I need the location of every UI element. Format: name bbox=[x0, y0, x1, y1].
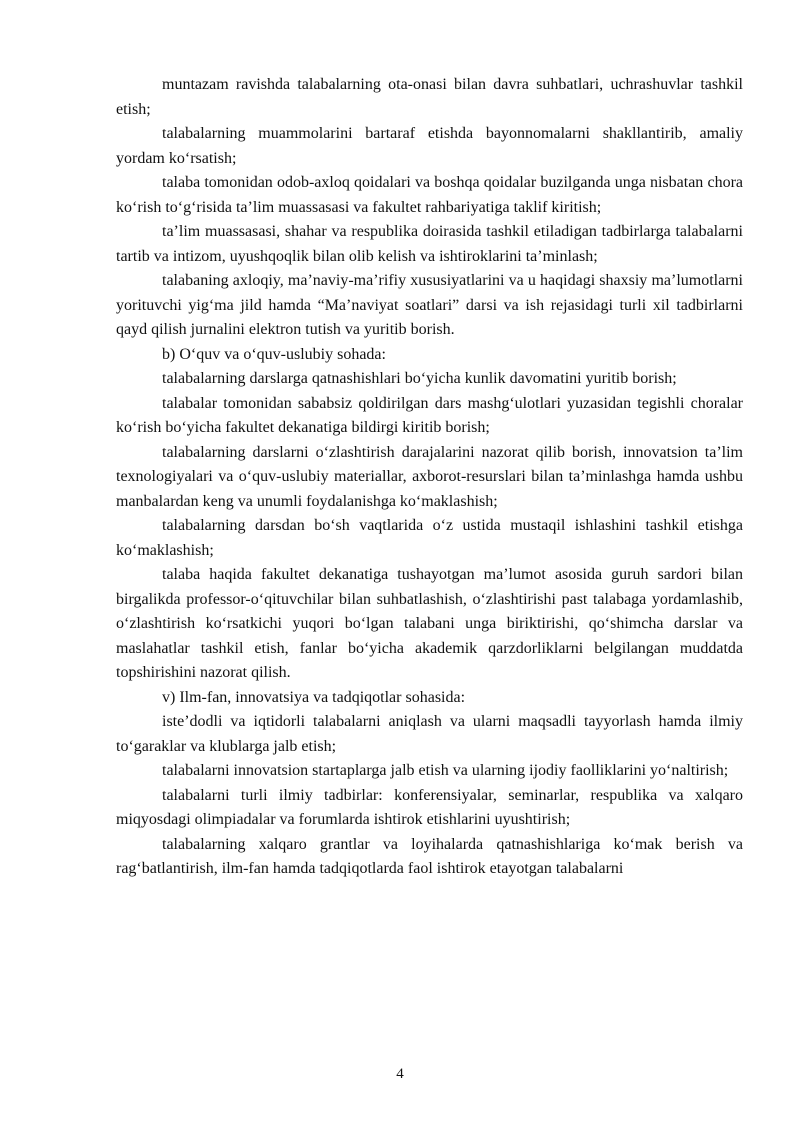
paragraph-academic-support: talaba haqida fakultet dekanatiga tushayotgan ma’lumot asosida guruh sardori bilan birgalikda professor-o‘qituvchilar bilan suhbatlashish, o‘zlashtirishi past talabaga yordamlashib, o‘zlashtirish ko‘rsatkichi yuqori bo‘lgan talabani unga biriktirishi, qo‘shimcha darslar va maslahatlar tashkil etish, fanlar bo‘yicha akademik qarzdorliklarni belgilangan muddatda topshirishini nazorat qilish. bbox=[116, 566, 743, 681]
paragraph-absence-measures: talabalar tomonidan sababsiz qoldirilgan dars mashg‘ulotlari yuzasidan tegishli choralar ko‘rish bo‘yicha fakultet dekanatiga bildirgi kiritib borish; bbox=[116, 394, 743, 436]
paragraph-scientific-events: talabalarni turli ilmiy tadbirlar: konferensiyalar, seminarlar, respublika va xalqaro miqyosdagi olimpiadalar va forumlarda ishtirok etishlarini uyushtirish; bbox=[116, 786, 743, 828]
paragraph-student-records: talabaning axloqiy, ma’naviy-ma’rifiy xususiyatlarini va u haqidagi shaxsiy ma’lumotlarni yorituvchi yig‘ma jild hamda “Ma’naviyat soatlari” darsi va ish rejasidagi turli xil tadbirlarni qayd qilish jurnalini elektron tutish va yuritib borish. bbox=[116, 272, 743, 338]
paragraph-parent-meetings: muntazam ravishda talabalarning ota-onasi bilan davra suhbatlari, uchrashuvlar tashkil etish; bbox=[116, 76, 743, 118]
paragraph-talent-identification: iste’dodli va iqtidorli talabalarni aniqlash va ularni maqsadli tayyorlash hamda ilmiy to‘garaklar va klublarga jalb etish; bbox=[116, 713, 743, 755]
section-heading-academic: b) O‘quv va o‘quv-uslubiy sohada: bbox=[162, 345, 386, 363]
paragraph-learning-monitoring: talabalarning darslarni o‘zlashtirish darajalarini nazorat qilib borish, innovatsion ta’lim texnologiyalari va o‘quv-uslubiy materiallar, axborot-resurslari bilan ta’minlashga hamda ushbu manbalardan keng va unumli foydalanishga ko‘maklashish; bbox=[116, 443, 743, 510]
section-heading-science: v) Ilm-fan, innovatsiya va tadqiqotlar sohasida: bbox=[162, 688, 466, 706]
page-number: 4 bbox=[396, 1066, 404, 1082]
paragraph-grants: talabalarning xalqaro grantlar va loyihalarda qatnashishlariga ko‘mak berish va rag‘batlantirish, ilm-fan hamda tadqiqotlarda faol ishtirok etayotgan talabalarni bbox=[116, 835, 743, 877]
paragraph-discipline-measures: talaba tomonidan odob-axloq qoidalari va boshqa qoidalar buzilganda unga nisbatan chora ko‘rish to‘g‘risida ta’lim muassasasi va fakultet rahbariyatiga taklif kiritish; bbox=[116, 174, 743, 216]
paragraph-attendance: talabalarning darslarga qatnashishlari bo‘yicha kunlik davomatini yuritib borish; bbox=[162, 370, 677, 387]
paragraph-startups: talabalarni innovatsion startaplarga jalb etish va ularning ijodiy faolliklarini yo‘naltirish; bbox=[162, 762, 729, 779]
paragraph-independent-work: talabalarning darsdan bo‘sh vaqtlarida o‘z ustida mustaqil ishlashini tashkil etishga ko‘maklashish; bbox=[116, 517, 743, 559]
paragraph-problem-solving: talabalarning muammolarini bartaraf etishda bayonnomalarni shakllantirib, amaliy yordam ko‘rsatish; bbox=[116, 125, 743, 167]
page-body bbox=[116, 73, 743, 882]
paragraph-event-participation: ta’lim muassasasi, shahar va respublika doirasida tashkil etiladigan tadbirlarga talabalarni tartib va intizom, uyushqoqlik bilan olib kelish va ishtiroklarini ta’minlash; bbox=[116, 223, 743, 265]
